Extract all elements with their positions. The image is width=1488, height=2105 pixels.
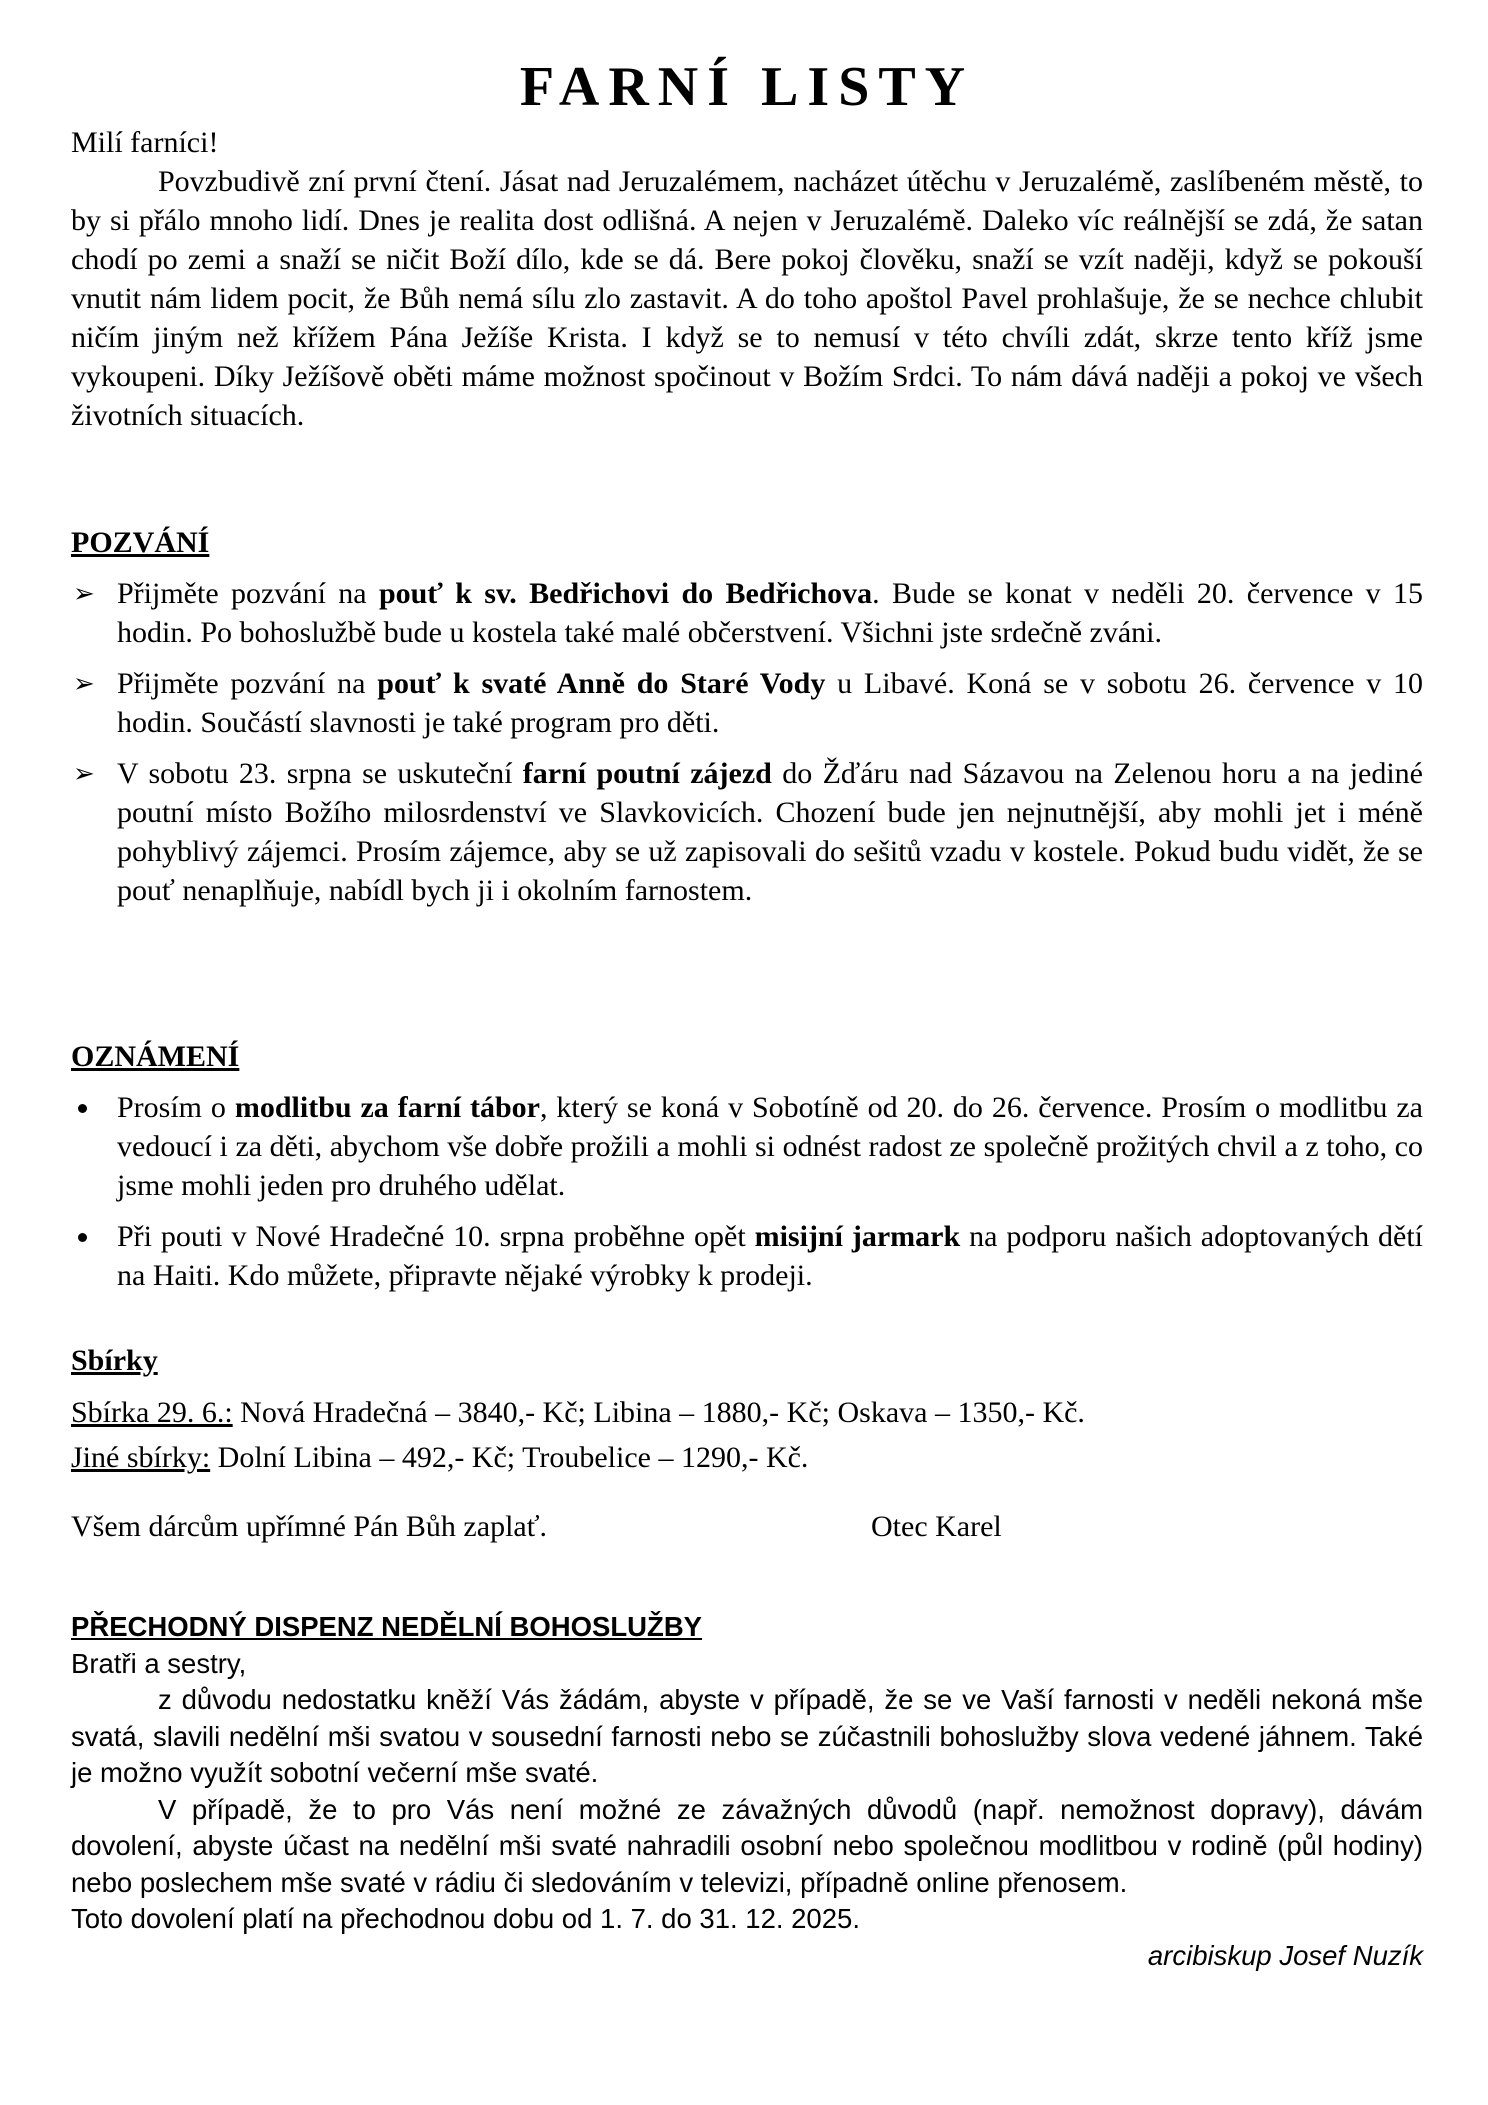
announcements-section xyxy=(71,1037,1423,1295)
invitation-item: ➢ V sobotu 23. srpna se uskuteční farní poutní zájezd do Žďáru nad Sázavou na Zelenou horu a na jediné poutní místo Božího milosrdenství ve Slavkovicích. Chození bude jen nejnutnější, aby mohli jet i méně pohyblivý zájemci. Prosím zájemce, aby se už zapisovali do sešitů vzadu v kostele. Pokud budu vidět, že se pouť nenaplňuje, nabídl bych ji i okolním farnostem. xyxy=(71,754,1423,910)
greeting: Milí farníci! xyxy=(71,126,219,159)
dot-bullet-icon xyxy=(78,1104,87,1113)
dispensation-paragraph: z důvodu nedostatku kněží Vás žádám, abyste v případě, že se ve Vaší farnosti v neděli nekoná mše svatá, slavili nedělní mši svatou v sousední farnosti nebo se zúčastnili bohoslužby slova vedené jáhnem. Také je možno využít sobotní večerní mše svaté. xyxy=(71,1684,1423,1788)
archbishop-signature: arcibiskup Josef Nuzík xyxy=(1147,1939,1423,1971)
invitation-item: ➢ Přijměte pozvání na pouť k svaté Anně do Staré Vody u Libavé. Koná se v sobotu 26. července v 10 hodin. Součástí slavnosti je také program pro děti. xyxy=(71,664,1423,742)
dispensation-section xyxy=(71,1609,1423,1974)
event-name: pouť k sv. Bedřichovi do Bedřichova xyxy=(378,577,873,610)
arrow-bullet-icon: ➢ xyxy=(73,759,95,788)
announcements-heading: OZNÁMENÍ xyxy=(71,1040,240,1073)
announcement-item: Při pouti v Nové Hradečné 10. srpna proběhne opět misijní jarmark na podporu našich adoptovaných dětí na Haiti. Kdo můžete, připravte nějaké výrobky k prodeji. xyxy=(71,1217,1423,1295)
collection-label: Sbírka 29. 6.: xyxy=(71,1396,233,1429)
collections-section xyxy=(71,1341,1423,1546)
event-name: farní poutní zájezd xyxy=(522,757,772,790)
thanks-line xyxy=(71,1507,1423,1546)
event-name: pouť k svaté Anně do Staré Vody xyxy=(377,667,826,700)
invitations-heading: POZVÁNÍ xyxy=(71,526,210,559)
dispensation-paragraph: V případě, že to pro Vás není možné ze závažných důvodů (např. nemožnost dopravy), dávám dovolení, abyste účast na nedělní mši svaté nahradili osobní nebo společnou modlitbou v rodině (půl hodiny) nebo poslechem mše svaté v rádiu či sledováním v televizi, případně online přenosem. xyxy=(71,1793,1423,1898)
thanks-text: Všem dárcům upřímné Pán Bůh zaplať. xyxy=(71,1510,548,1543)
invitation-item: ➢ Přijměte pozvání na pouť k sv. Bedřichovi do Bedřichova. Bude se konat v neděli 20. července v 15 hodin. Po bohoslužbě bude u kostela také malé občerstvení. Všichni jste srdečně zváni. xyxy=(71,574,1423,652)
page-title: FARNÍ LISTY xyxy=(519,56,975,118)
priest-signature: Otec Karel xyxy=(871,1510,1002,1543)
invitations-section xyxy=(71,523,1423,910)
invitations-list xyxy=(71,574,1423,910)
collection-line: Sbírka 29. 6.: Nová Hradečná – 3840,- Kč; Libina – 1880,- Kč; Oskava – 1350,- Kč. xyxy=(71,1396,1085,1429)
dispensation-heading: PŘECHODNÝ DISPENZ NEDĚLNÍ BOHOSLUŽBY xyxy=(71,1611,703,1642)
arrow-bullet-icon: ➢ xyxy=(73,669,95,698)
announcement-item: Prosím o modlitbu za farní tábor, který se koná v Sobotíně od 20. do 26. července. Prosím o modlitbu za vedoucí i za děti, abychom vše dobře prožili a mohli si odnést radost ze společně prožitých chvil a z toho, co jsme mohli jeden pro druhého udělat. xyxy=(71,1088,1423,1205)
arrow-bullet-icon: ➢ xyxy=(73,579,95,608)
collection-line: Jiné sbírky: Dolní Libina – 492,- Kč; Troubelice – 1290,- Kč. xyxy=(71,1441,809,1474)
intro-section xyxy=(71,123,1423,435)
validity-note: Toto dovolení platí na přechodnou dobu od 1. 7. do 31. 12. 2025. xyxy=(71,1903,860,1934)
intro-paragraph: Povzbudivě zní první čtení. Jásat nad Jeruzalémem, nacházet útěchu v Jeruzalémě, zaslíbeném městě, to by si přálo mnoho lidí. Dnes je realita dost odlišná. A nejen v Jeruzalémě. Daleko víc reálnější se zdá, že satan chodí po zemi a snaží se ničit Boží dílo, kde se dá. Bere pokoj člověku, snaží se vzít naději, když se pokouší vnutit nám lidem pocit, že Bůh nemá sílu zlo zastavit. A do toho apoštol Pavel prohlašuje, že se nechce chlubit ničím jiným než křížem Pána Ježíše Krista. I když se to nemusí v této chvíli zdát, skrze tento kříž jsme vykoupeni. Díky Ježíšově oběti máme možnost spočinout v Božím Srdci. To nám dává naději a pokoj ve všech životních situacích. xyxy=(71,165,1423,432)
collection-label: Jiné sbírky: xyxy=(71,1441,211,1474)
dot-bullet-icon xyxy=(78,1233,87,1242)
announcements-list xyxy=(71,1088,1423,1295)
salutation: Bratři a sestry, xyxy=(71,1647,247,1679)
announcement-highlight: modlitbu za farní tábor xyxy=(234,1091,540,1124)
announcement-highlight: misijní jarmark xyxy=(754,1220,961,1253)
collections-heading: Sbírky xyxy=(71,1344,158,1377)
